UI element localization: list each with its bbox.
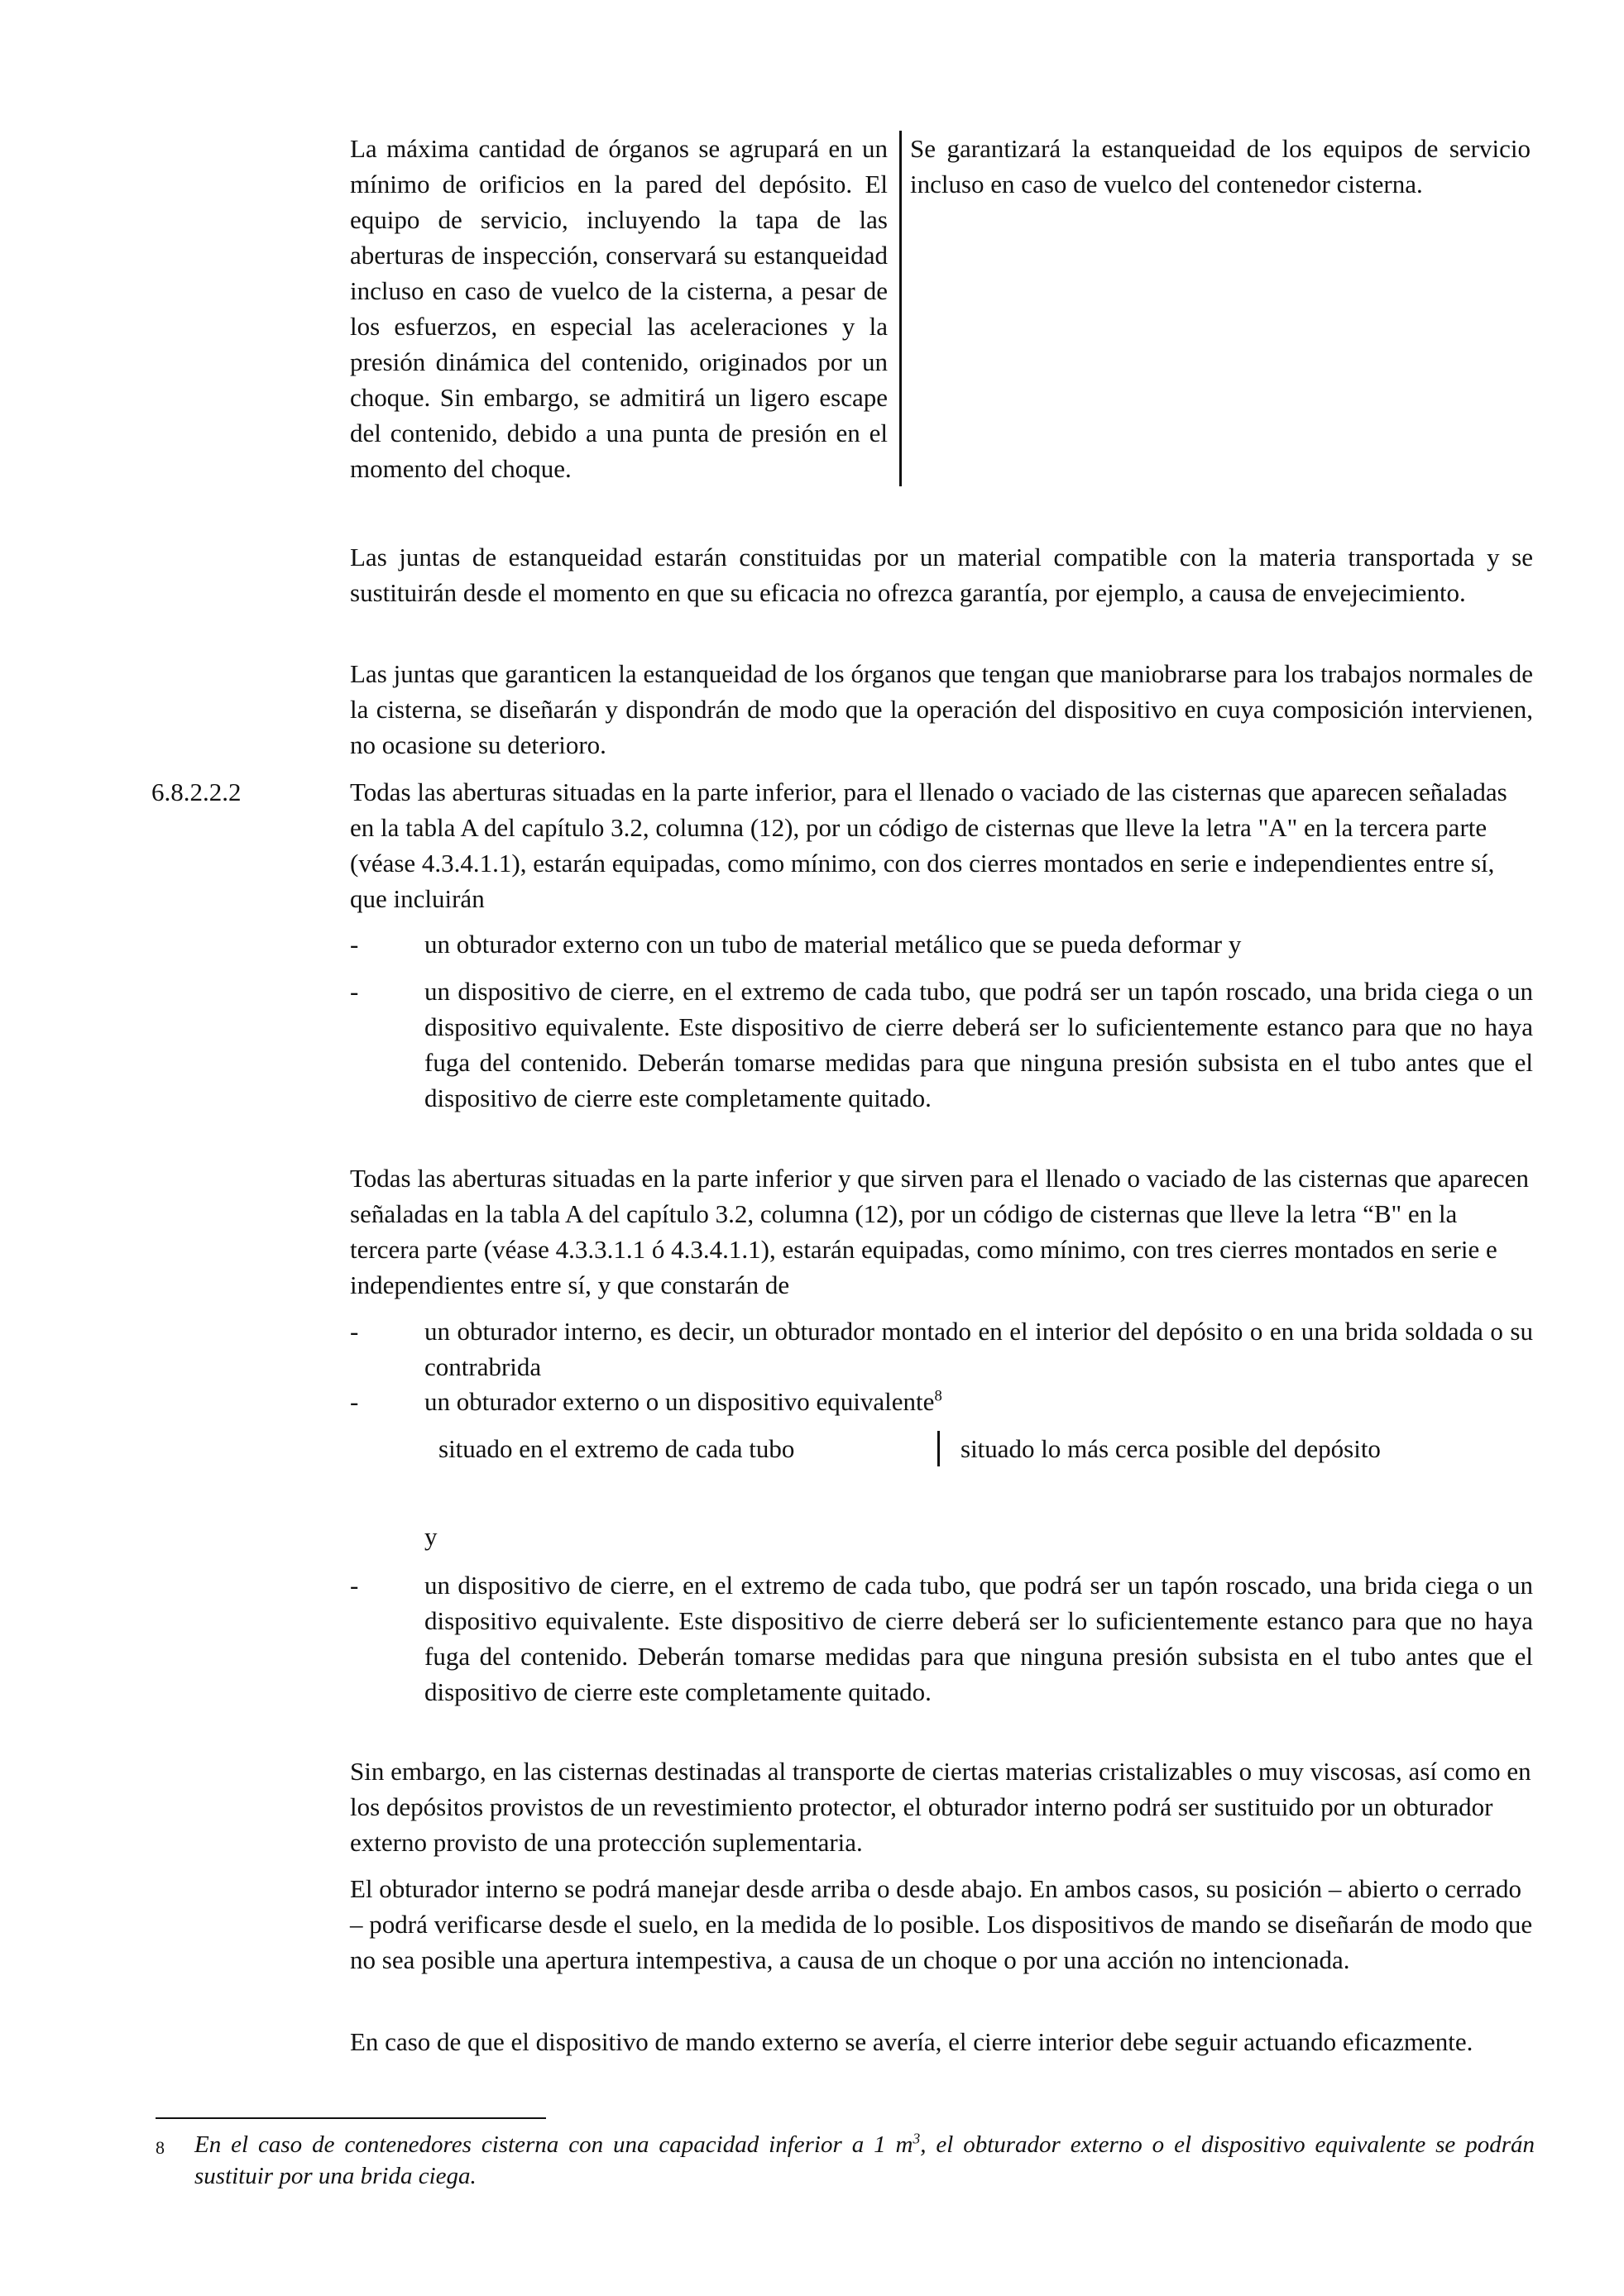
connector-y: y (424, 1522, 438, 1551)
footnote-ref: 8 (934, 1387, 942, 1405)
footnote-superscript: 3 (913, 2130, 921, 2147)
list-item-b2-text: un obturador externo o un dispositivo equivalente (424, 1387, 935, 1416)
footnote-rule (156, 2117, 546, 2119)
table-right-cell: Se garantizará la estanqueidad de los equipos de servicio incluso en caso de vuelco del contenedor cisterna. (910, 134, 1531, 199)
list-item-b2 (424, 1384, 1533, 1419)
paragraph-juntas-2: Las juntas que garanticen la estanqueidad de los órganos que tengan que maniobrarse para los trabajos normales de la cisterna, se diseñarán y dispondrán de modo que la operación del dispositivo en cuya composición intervienen, no ocasione su deterioro. (350, 659, 1533, 759)
list-dash: - (350, 977, 359, 1006)
list-item-a1: un obturador externo con un tubo de material metálico que se pueda deformar y (424, 930, 1242, 959)
inner-table-right: situado lo más cerca posible del depósito (937, 1431, 1465, 1466)
section-number: 6.8.2.2.2 (151, 777, 242, 806)
section-intro: Todas las aberturas situadas en la parte inferior, para el llenado o vaciado de las cisternas que aparecen señaladas en la tabla A del capítulo 3.2, columna (12), por un código de cisternas que lleve la letra "A" en la tercera parte (véase 4.3.4.1.1), estarán equipadas, como mínimo, con dos cierres montados en serie e independientes entre sí, que incluirán (350, 777, 1507, 913)
list-dash: - (350, 1317, 359, 1346)
footnote-number: 8 (156, 2137, 165, 2158)
footnote-text-before: En el caso de contenedores cisterna con una capacidad inferior a 1 m (194, 2131, 913, 2158)
list-item-b3: un dispositivo de cierre, en el extremo de cada tubo, que podrá ser un tapón roscado, una brida ciega o un dispositivo equivalente. Este dispositivo de cierre deberá ser lo suficientemente estanco para que no haya fuga del contenido. Deberán tomarse medidas para que ninguna presión subsista en el tubo antes que el dispositivo de cierre este completamente quitado. (424, 1571, 1533, 1706)
list-dash: - (350, 1571, 359, 1600)
list-item-a2: un dispositivo de cierre, en el extremo de cada tubo, que podrá ser un tapón roscado, una brida ciega o un dispositivo equivalente. Este dispositivo de cierre deberá ser lo suficientemente estanco para que no haya fuga del contenido. Deberán tomarse medidas para que ninguna presión subsista en el tubo antes que el dispositivo de cierre este completamente quitado. (424, 977, 1533, 1112)
list-dash: - (350, 1387, 359, 1416)
list-dash: - (350, 930, 359, 959)
paragraph-b: Todas las aberturas situadas en la parte inferior y que sirven para el llenado o vaciado de las cisternas que aparecen señaladas en la tabla A del capítulo 3.2, columna (12), por un código de cisternas que lleve la letra “B" en la tercera parte (véase 4.3.3.1.1 ó 4.3.4.1.1), estarán equipadas, como mínimo, con tres cierres montados en serie e independientes entre sí, y que constarán de (350, 1164, 1529, 1299)
paragraph-obturador-interno: El obturador interno se podrá manejar desde arriba o desde abajo. En ambos casos, su posición – abierto o cerrado – podrá verificarse desde el suelo, en la medida de lo posible. Los dispositivos de mando se diseñarán de modo que no sea posible una apertura intempestiva, a causa de un choque o por una acción no intencionada. (350, 1874, 1533, 1974)
inner-table-left: situado en el extremo de cada tubo (438, 1434, 795, 1463)
list-item-b1: un obturador interno, es decir, un obturador montado en el interior del depósito o en una brida soldada o su contrabrida (424, 1317, 1533, 1381)
paragraph-juntas-1: Las juntas de estanqueidad estarán constituidas por un material compatible con la materia transportada y se sustituirán desde el momento en que su eficacia no ofrezca garantía, por ejemplo, a causa de envejecimiento. (350, 543, 1533, 607)
paragraph-sin-embargo: Sin embargo, en las cisternas destinadas al transporte de ciertas materias cristalizables o muy viscosas, así como en los depósitos provistos de un revestimiento protector, el obturador interno podrá ser sustituido por un obturador externo provisto de una protección suplementaria. (350, 1757, 1531, 1857)
footnote-text-after: , el obturador externo o el dispositivo equivalente se podrán sustituir por una brida ciega. (194, 2131, 1535, 2189)
footnote-text (194, 2129, 1535, 2192)
table-left-cell: La máxima cantidad de órganos se agrupará en un mínimo de orificios en la pared del depósito. El equipo de servicio, incluyendo la tapa de las aberturas de inspección, conservará su estanqueidad incluso en caso de vuelco de la cisterna, a pesar de los esfuerzos, en especial las aceleraciones y la presión dinámica del contenido, originados por un choque. Sin embargo, se admitirá un ligero escape del contenido, debido a una punta de presión en el momento del choque. (350, 131, 902, 486)
paragraph-en-caso: En caso de que el dispositivo de mando externo se avería, el cierre interior debe seguir actuando eficazmente. (350, 2027, 1473, 2056)
